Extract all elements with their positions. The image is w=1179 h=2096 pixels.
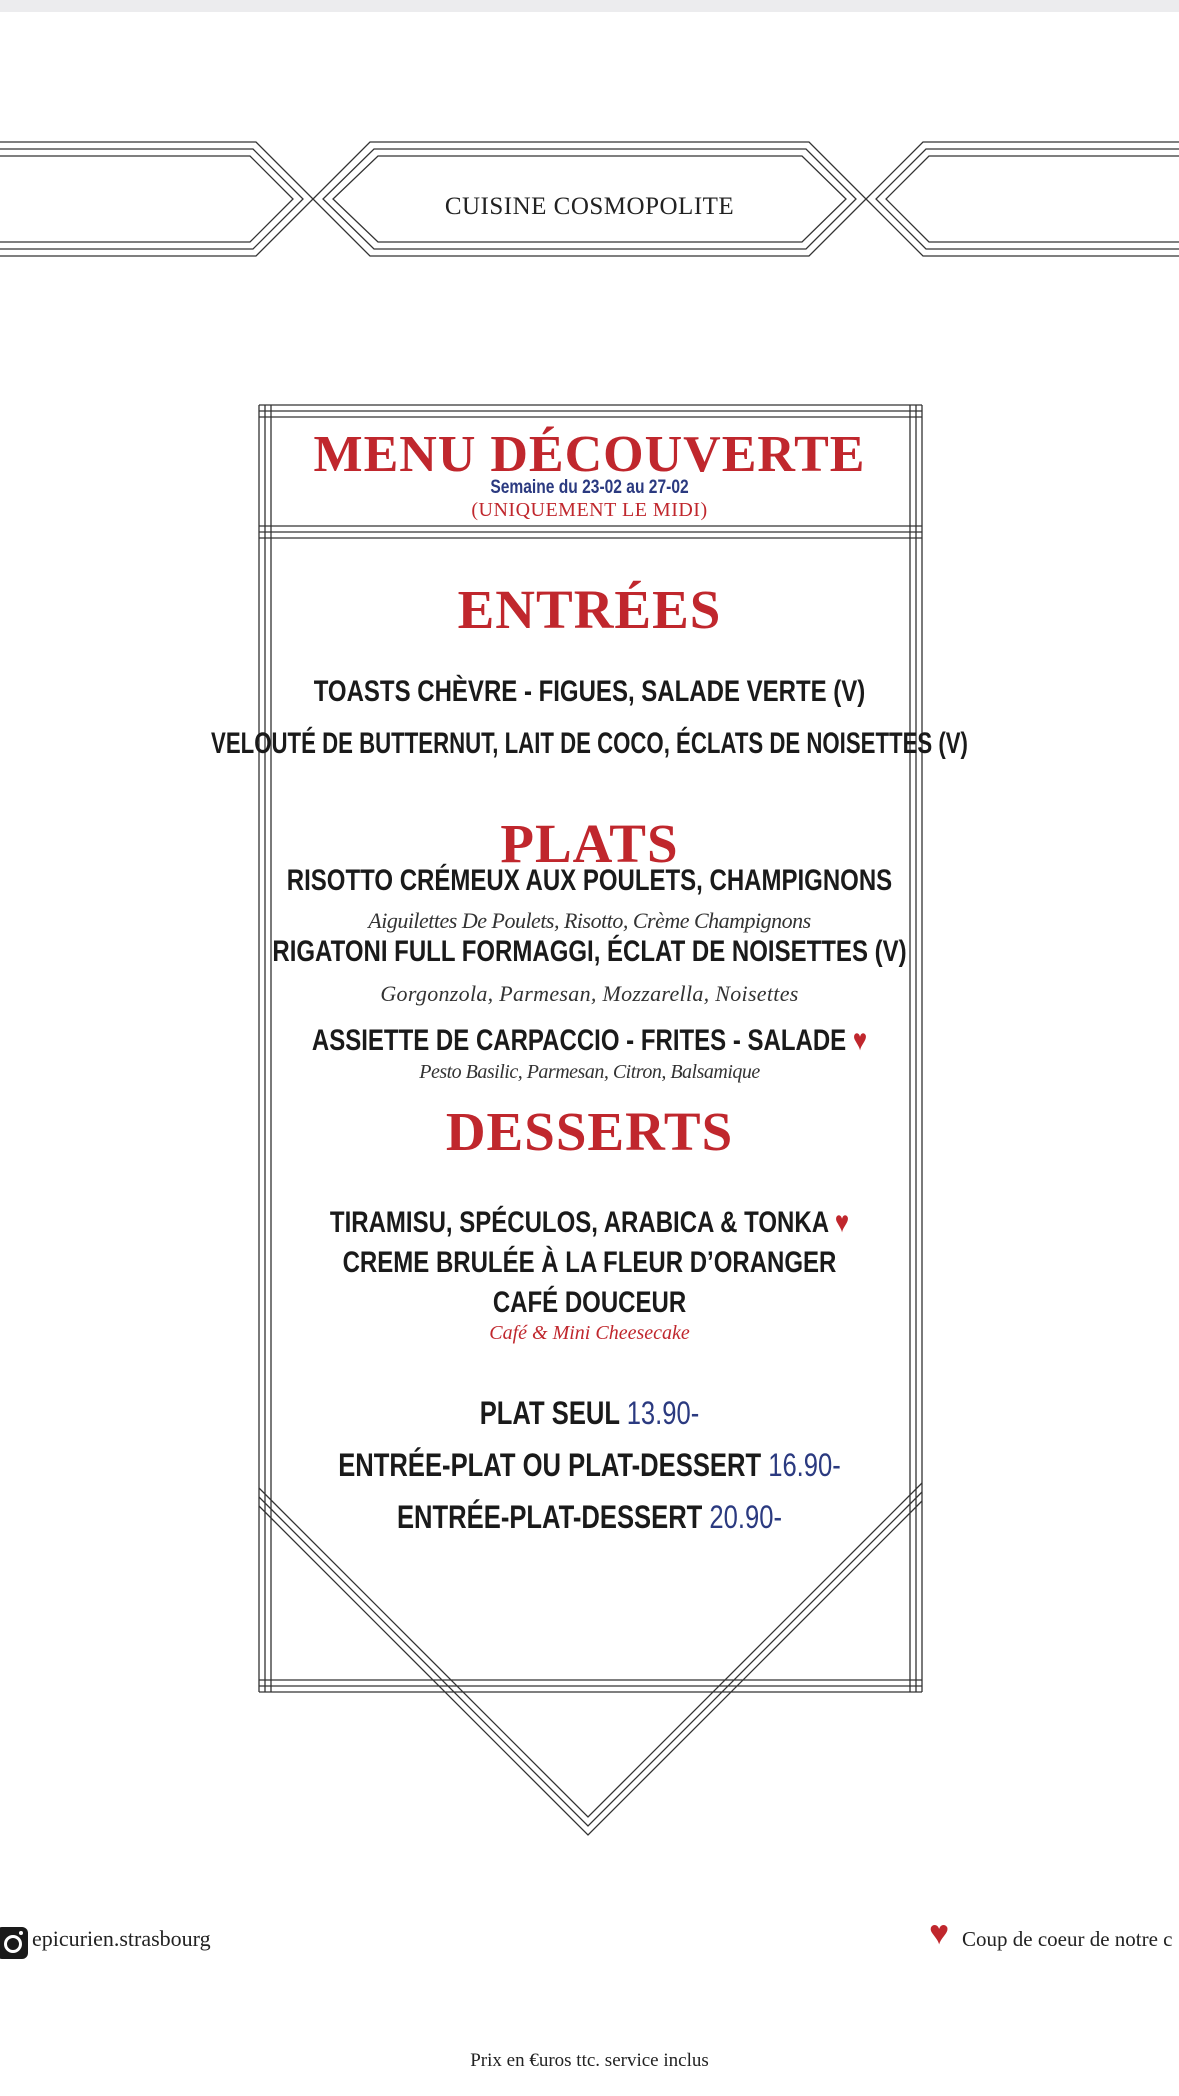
dessert-item-name: TIRAMISU, SPÉCULOS, ARABICA & TONKA [329,1206,829,1239]
dessert-item-favorite [118,1206,1061,1240]
entree-item: VELOUTÉ DE BUTTERNUT, LAIT DE COCO, ÉCLATS DE NOISETTES (V) [211,727,968,760]
instagram-icon[interactable] [0,1927,28,1959]
favorite-legend: Coup de coeur de notre c [962,1927,1173,1951]
price-value: 16.90- [768,1447,841,1483]
plat-description: Gorgonzola, Parmesan, Mozzarella, Noisettes [380,981,799,1006]
dessert-item: CREME BRULÉE À LA FLEUR D’ORANGER [342,1246,837,1279]
section-heading-plats: PLATS [500,813,679,874]
menu-note: (UNIQUEMENT LE MIDI) [471,499,708,521]
banner-label: CUISINE COSMOPOLITE [444,193,735,220]
price-label: ENTRÉE-PLAT OU PLAT-DESSERT [338,1447,762,1483]
plat-item-favorite [118,1024,1061,1058]
entree-item: TOASTS CHÈVRE - FIGUES, SALADE VERTE (V) [313,675,866,708]
price-line [118,1447,1061,1484]
price-value: 13.90- [626,1395,700,1431]
heart-icon: ♥ [834,1206,850,1239]
plat-item: RISOTTO CRÉMEUX AUX POULETS, CHAMPIGNONS [286,864,893,897]
plat-item: RIGATONI FULL FORMAGGI, ÉCLAT DE NOISETTES (V) [272,935,907,968]
dessert-item: CAFÉ DOUCEUR [492,1286,687,1319]
price-label: ENTRÉE-PLAT-DESSERT [396,1499,703,1535]
price-note: Prix en €uros ttc. service inclus [470,2050,709,2071]
price-value: 20.90- [709,1499,783,1535]
price-line [118,1395,1061,1432]
section-heading-entrees: ENTRÉES [457,579,722,640]
section-heading-desserts: DESSERTS [445,1101,734,1162]
heart-icon: ♥ [852,1024,868,1057]
price-line [118,1499,1061,1536]
plat-item-name: ASSIETTE DE CARPACCIO - FRITES - SALADE [311,1024,847,1057]
instagram-handle[interactable]: epicurien.strasbourg [32,1926,211,1951]
heart-icon: ♥ [929,1914,950,1952]
dessert-description: Café & Mini Cheesecake [489,1322,690,1344]
menu-title: MENU DÉCOUVERTE [313,426,866,483]
price-label: PLAT SEUL [479,1395,620,1431]
menu-week: Semaine du 23-02 au 27-02 [490,477,689,498]
plat-description: Aiguilettes De Poulets, Risotto, Crème Champignons [368,908,811,933]
plat-description: Pesto Basilic, Parmesan, Citron, Balsamique [419,1061,760,1083]
